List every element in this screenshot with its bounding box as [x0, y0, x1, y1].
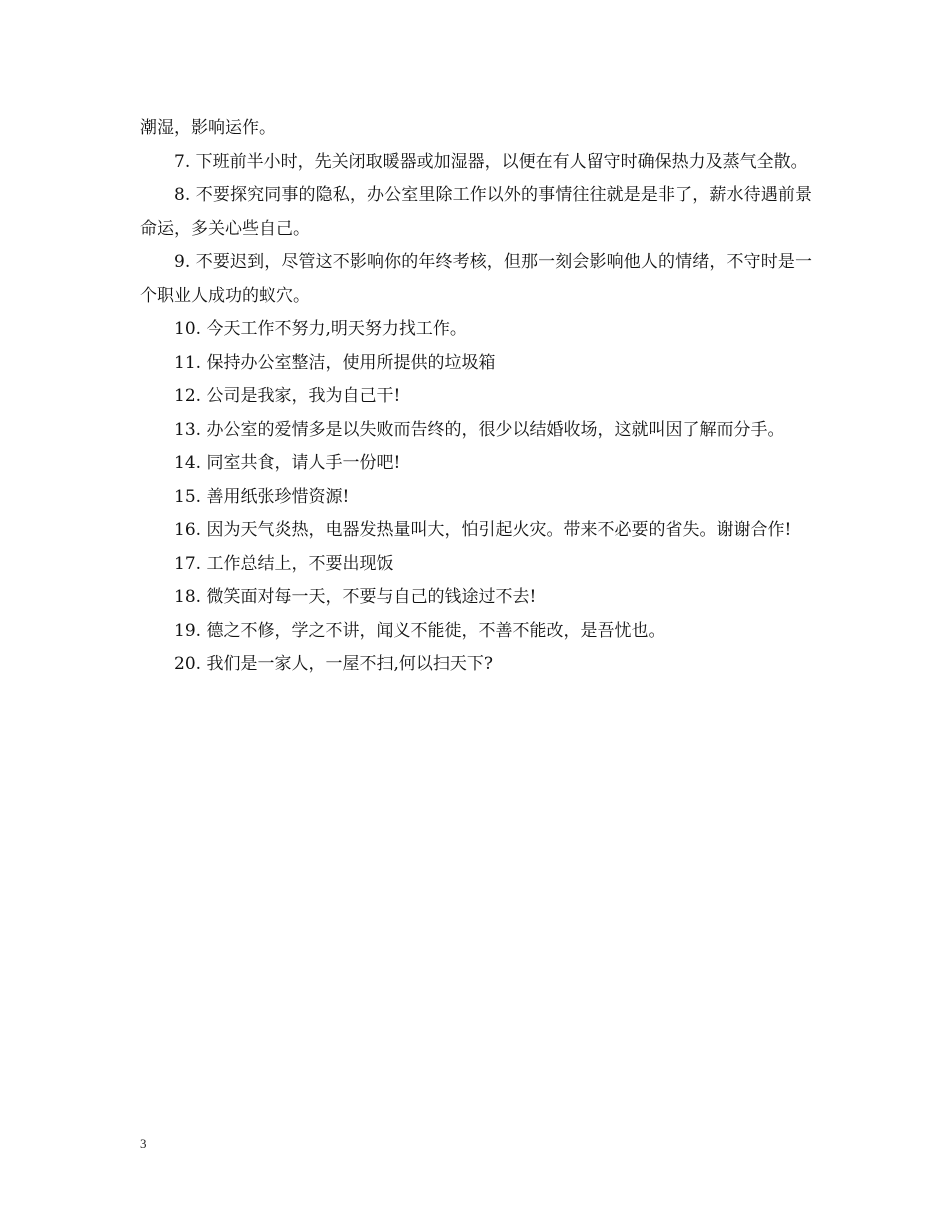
list-item-17: 17. 工作总结上，不要出现饭 — [174, 553, 394, 574]
list-item-11: 11. 保持办公室整洁，使用所提供的垃圾箱 — [174, 352, 496, 373]
page-number: 3 — [140, 1136, 147, 1151]
list-item-15: 15. 善用纸张珍惜资源! — [174, 486, 350, 507]
list-item-20: 20. 我们是一家人，一屋不扫,何以扫天下? — [174, 654, 493, 674]
list-item-16: 16. 因为天气炎热，电器发热量叫大，怕引起火灾。带来不必要的省失。谢谢合作! — [174, 520, 792, 540]
paragraph-continuation: 潮湿，影响运作。 — [140, 118, 276, 138]
list-item-12: 12. 公司是我家，我为自己干! — [174, 386, 401, 406]
list-item-10: 10. 今天工作不努力,明天努力找工作。 — [174, 319, 467, 339]
list-item-14: 14. 同室共食，请人手一份吧! — [174, 453, 401, 473]
list-item-13: 13. 办公室的爱情多是以失败而告终的，很少以结婚收场，这就叫因了解而分手。 — [174, 419, 785, 440]
list-item-9: 9. 不要迟到，尽管这不影响你的年终考核，但那一刻会影响他人的情绪，不守时是一个职业人成功的蚁穴。 — [140, 252, 812, 306]
document-body — [140, 112, 812, 682]
list-item-19: 19. 德之不修，学之不讲，闻义不能徙，不善不能改，是吾忧也。 — [174, 620, 666, 641]
list-item-18: 18. 微笑面对每一天，不要与自己的钱途过不去! — [174, 587, 537, 607]
list-item-8: 8. 不要探究同事的隐私，办公室里除工作以外的事情往往就是是非了，薪水待遇前景命运，多关心些自己。 — [140, 185, 812, 239]
list-item-7: 7. 下班前半小时，先关闭取暖器或加湿器，以便在有人留守时确保热力及蒸气全散。 — [174, 151, 808, 172]
